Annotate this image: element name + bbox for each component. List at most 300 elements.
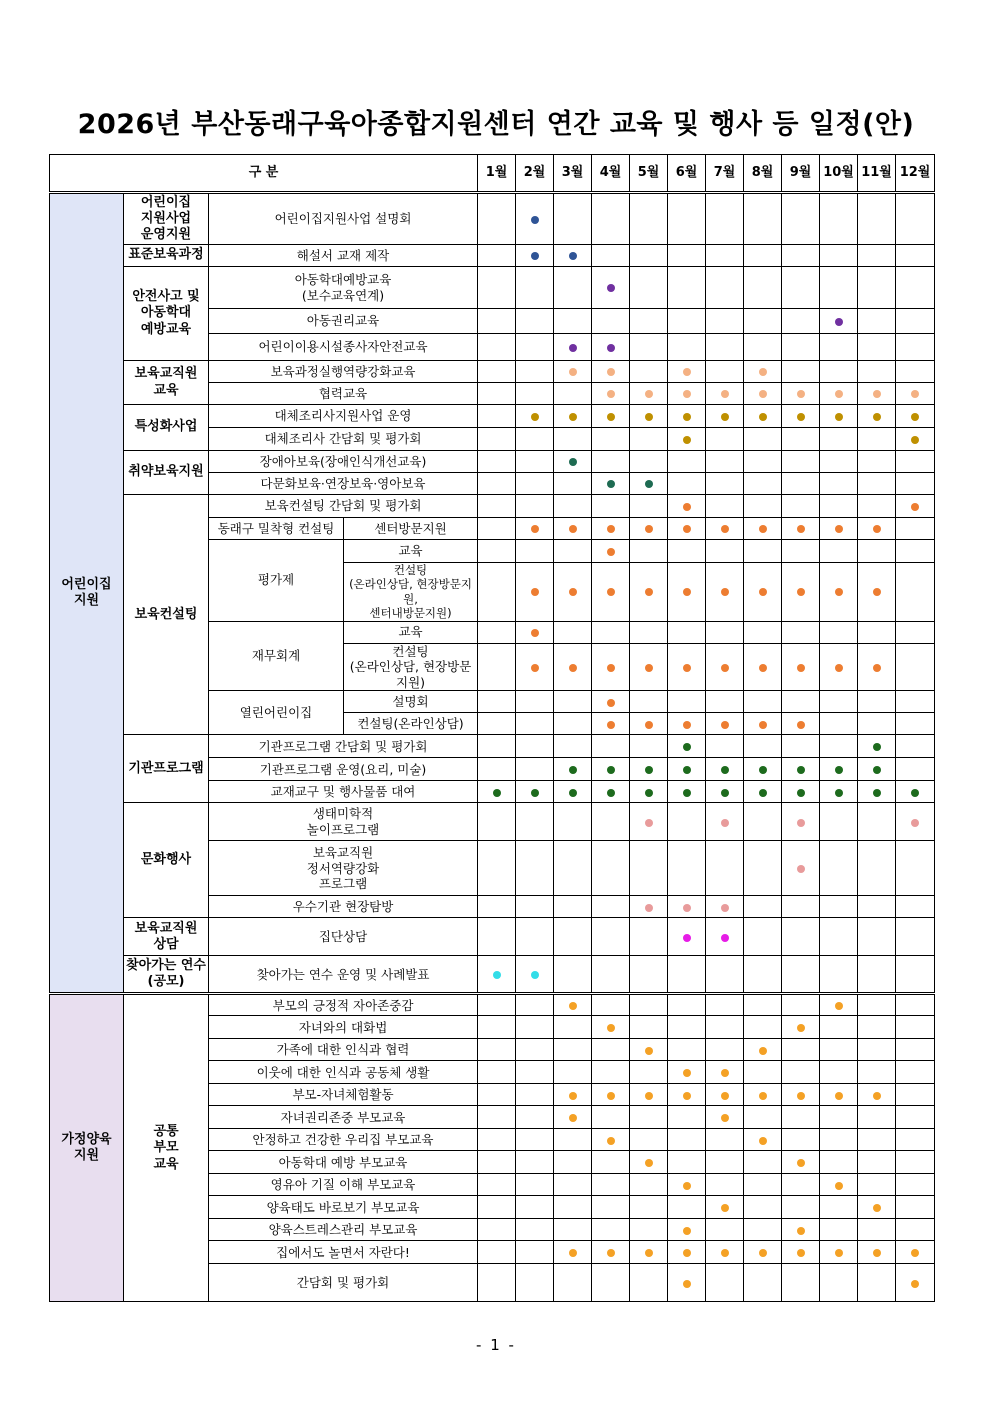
month-cell bbox=[744, 896, 782, 918]
month-cell bbox=[858, 495, 896, 518]
month-cell bbox=[744, 245, 782, 267]
month-cell bbox=[782, 1219, 820, 1241]
schedule-dot-icon bbox=[683, 1249, 691, 1257]
schedule-dot-icon bbox=[797, 390, 805, 398]
month-cell bbox=[744, 267, 782, 309]
month-cell bbox=[592, 540, 630, 563]
month-cell bbox=[858, 1174, 896, 1196]
program-item: 협력교육 bbox=[209, 383, 478, 405]
month-cell bbox=[782, 621, 820, 643]
schedule-row bbox=[50, 193, 935, 245]
month-cell bbox=[630, 193, 668, 245]
month-cell bbox=[516, 758, 554, 781]
schedule-dot-icon bbox=[683, 904, 691, 912]
program-item: 어린이이용시설종사자안전교육 bbox=[209, 334, 478, 361]
schedule-dot-icon bbox=[873, 390, 881, 398]
month-cell bbox=[744, 918, 782, 956]
month-cell bbox=[478, 1129, 516, 1151]
page-title: 2026년 부산동래구육아종합지원센터 연간 교육 및 행사 등 일정(안) bbox=[77, 109, 915, 140]
month-cell bbox=[478, 1061, 516, 1084]
program-item: 보육교직원 정서역량강화 프로그램 bbox=[209, 841, 478, 896]
month-cell bbox=[478, 193, 516, 245]
header-label: 구 분 bbox=[50, 155, 478, 193]
schedule-dot-icon bbox=[607, 1024, 615, 1032]
month-cell bbox=[896, 1174, 935, 1196]
month-cell bbox=[554, 309, 592, 334]
month-cell bbox=[516, 540, 554, 563]
month-cell bbox=[782, 918, 820, 956]
month-cell bbox=[668, 1151, 706, 1174]
month-cell bbox=[554, 405, 592, 428]
month-cell bbox=[896, 1219, 935, 1241]
month-cell bbox=[820, 334, 858, 361]
program-item: 집단상담 bbox=[209, 918, 478, 956]
month-cell bbox=[858, 334, 896, 361]
schedule-dot-icon bbox=[797, 664, 805, 672]
month-cell bbox=[554, 1241, 592, 1264]
program-item: 교육 bbox=[344, 621, 478, 643]
month-cell bbox=[858, 735, 896, 758]
month-cell bbox=[782, 563, 820, 622]
schedule-dot-icon bbox=[607, 664, 615, 672]
schedule-dot-icon bbox=[797, 789, 805, 797]
month-cell bbox=[554, 735, 592, 758]
month-cell bbox=[706, 1106, 744, 1129]
month-cell bbox=[782, 781, 820, 803]
month-cell bbox=[896, 1039, 935, 1061]
month-header: 4월 bbox=[592, 155, 630, 193]
month-cell bbox=[896, 245, 935, 267]
month-cell bbox=[554, 956, 592, 994]
month-cell bbox=[706, 383, 744, 405]
program-item: 이웃에 대한 인식과 공동체 생활 bbox=[209, 1061, 478, 1084]
program-item: 아동학대예방교육 (보수교육연계) bbox=[209, 267, 478, 309]
schedule-dot-icon bbox=[569, 458, 577, 466]
month-cell bbox=[668, 267, 706, 309]
month-cell bbox=[630, 245, 668, 267]
schedule-dot-icon bbox=[683, 1092, 691, 1100]
month-cell bbox=[630, 451, 668, 473]
schedule-row bbox=[50, 245, 935, 267]
month-cell bbox=[554, 1151, 592, 1174]
month-cell bbox=[706, 193, 744, 245]
schedule-dot-icon bbox=[569, 588, 577, 596]
month-cell bbox=[516, 334, 554, 361]
month-cell bbox=[858, 428, 896, 451]
schedule-dot-icon bbox=[645, 588, 653, 596]
month-cell bbox=[592, 896, 630, 918]
schedule-dot-icon bbox=[759, 789, 767, 797]
month-cell bbox=[592, 735, 630, 758]
month-cell bbox=[478, 518, 516, 540]
month-cell bbox=[554, 245, 592, 267]
month-cell bbox=[478, 994, 516, 1016]
month-cell bbox=[706, 1219, 744, 1241]
schedule-dot-icon bbox=[759, 1047, 767, 1055]
schedule-row bbox=[50, 803, 935, 841]
month-cell bbox=[896, 495, 935, 518]
schedule-dot-icon bbox=[721, 588, 729, 596]
month-cell bbox=[668, 994, 706, 1016]
month-cell bbox=[858, 643, 896, 691]
category-label: 공통 부모 교육 bbox=[124, 994, 209, 1302]
month-cell bbox=[592, 1219, 630, 1241]
month-cell bbox=[592, 691, 630, 713]
month-cell bbox=[478, 713, 516, 735]
schedule-dot-icon bbox=[569, 1249, 577, 1257]
month-cell bbox=[516, 309, 554, 334]
month-cell bbox=[554, 1129, 592, 1151]
month-cell bbox=[896, 1196, 935, 1219]
schedule-dot-icon bbox=[873, 1249, 881, 1257]
month-cell bbox=[782, 428, 820, 451]
month-cell bbox=[858, 956, 896, 994]
month-cell bbox=[820, 918, 858, 956]
month-cell bbox=[668, 758, 706, 781]
schedule-dot-icon bbox=[721, 819, 729, 827]
month-cell bbox=[896, 713, 935, 735]
month-cell bbox=[858, 803, 896, 841]
schedule-dot-icon bbox=[569, 1092, 577, 1100]
month-cell bbox=[858, 1129, 896, 1151]
month-cell bbox=[668, 713, 706, 735]
month-cell bbox=[706, 1016, 744, 1039]
month-cell bbox=[668, 896, 706, 918]
month-cell bbox=[554, 193, 592, 245]
month-cell bbox=[554, 713, 592, 735]
schedule-dot-icon bbox=[645, 1159, 653, 1167]
month-cell bbox=[858, 896, 896, 918]
month-cell bbox=[630, 267, 668, 309]
schedule-dot-icon bbox=[873, 1204, 881, 1212]
month-cell bbox=[668, 1084, 706, 1106]
month-cell bbox=[706, 994, 744, 1016]
month-cell bbox=[630, 495, 668, 518]
month-cell bbox=[706, 1241, 744, 1264]
month-cell bbox=[706, 1061, 744, 1084]
schedule-dot-icon bbox=[683, 664, 691, 672]
month-cell bbox=[478, 1151, 516, 1174]
month-cell bbox=[592, 1151, 630, 1174]
month-cell bbox=[516, 428, 554, 451]
schedule-dot-icon bbox=[645, 1249, 653, 1257]
month-cell bbox=[782, 383, 820, 405]
month-cell bbox=[630, 1106, 668, 1129]
schedule-dot-icon bbox=[721, 721, 729, 729]
month-cell bbox=[516, 621, 554, 643]
month-cell bbox=[630, 309, 668, 334]
schedule-dot-icon bbox=[835, 390, 843, 398]
month-cell bbox=[858, 405, 896, 428]
month-cell bbox=[858, 758, 896, 781]
month-cell bbox=[782, 1241, 820, 1264]
month-cell bbox=[896, 309, 935, 334]
month-cell bbox=[516, 713, 554, 735]
schedule-dot-icon bbox=[797, 721, 805, 729]
month-cell bbox=[516, 781, 554, 803]
month-cell bbox=[820, 267, 858, 309]
program-item: 부모-자녀체험활동 bbox=[209, 1084, 478, 1106]
month-cell bbox=[554, 1016, 592, 1039]
month-cell bbox=[744, 383, 782, 405]
month-cell bbox=[592, 713, 630, 735]
month-cell bbox=[592, 1084, 630, 1106]
schedule-dot-icon bbox=[797, 1159, 805, 1167]
month-cell bbox=[478, 758, 516, 781]
program-item: 기관프로그램 운영(요리, 미술) bbox=[209, 758, 478, 781]
schedule-dot-icon bbox=[645, 1092, 653, 1100]
month-cell bbox=[782, 405, 820, 428]
month-cell bbox=[478, 1219, 516, 1241]
category-label: 취약보육지원 bbox=[124, 451, 209, 495]
schedule-dot-icon bbox=[531, 588, 539, 596]
schedule-dot-icon bbox=[797, 819, 805, 827]
schedule-dot-icon bbox=[759, 588, 767, 596]
program-item: 아동권리교육 bbox=[209, 309, 478, 334]
schedule-dot-icon bbox=[721, 664, 729, 672]
month-cell bbox=[478, 245, 516, 267]
schedule-dot-icon bbox=[569, 789, 577, 797]
month-cell bbox=[516, 495, 554, 518]
category-label: 문화행사 bbox=[124, 803, 209, 918]
month-cell bbox=[668, 405, 706, 428]
month-cell bbox=[554, 383, 592, 405]
schedule-dot-icon bbox=[721, 904, 729, 912]
program-item: 우수기관 현장탐방 bbox=[209, 896, 478, 918]
schedule-dot-icon bbox=[683, 1069, 691, 1077]
month-cell bbox=[478, 1039, 516, 1061]
month-cell bbox=[782, 540, 820, 563]
program-item: 아동학대 예방 부모교육 bbox=[209, 1151, 478, 1174]
month-cell bbox=[668, 1129, 706, 1151]
month-cell bbox=[554, 1174, 592, 1196]
month-cell bbox=[554, 473, 592, 495]
month-cell bbox=[706, 803, 744, 841]
schedule-dot-icon bbox=[607, 721, 615, 729]
month-cell bbox=[744, 956, 782, 994]
schedule-dot-icon bbox=[645, 525, 653, 533]
schedule-dot-icon bbox=[759, 368, 767, 376]
month-cell bbox=[706, 643, 744, 691]
month-cell bbox=[592, 563, 630, 622]
month-cell bbox=[820, 803, 858, 841]
month-cell bbox=[668, 1264, 706, 1302]
month-cell bbox=[782, 267, 820, 309]
month-cell bbox=[744, 713, 782, 735]
month-cell bbox=[592, 1129, 630, 1151]
month-cell bbox=[706, 691, 744, 713]
month-cell bbox=[820, 193, 858, 245]
month-cell bbox=[516, 451, 554, 473]
month-cell bbox=[516, 1039, 554, 1061]
month-cell bbox=[630, 1264, 668, 1302]
month-cell bbox=[820, 643, 858, 691]
month-cell bbox=[782, 193, 820, 245]
schedule-row bbox=[50, 451, 935, 473]
month-cell bbox=[858, 309, 896, 334]
month-cell bbox=[630, 1129, 668, 1151]
month-cell bbox=[782, 713, 820, 735]
schedule-dot-icon bbox=[759, 390, 767, 398]
month-cell bbox=[744, 428, 782, 451]
month-cell bbox=[858, 540, 896, 563]
month-cell bbox=[516, 841, 554, 896]
schedule-dot-icon bbox=[569, 1002, 577, 1010]
month-cell bbox=[516, 267, 554, 309]
schedule-dot-icon bbox=[835, 588, 843, 596]
month-cell bbox=[630, 334, 668, 361]
month-cell bbox=[744, 1084, 782, 1106]
month-cell bbox=[820, 361, 858, 383]
month-cell bbox=[554, 334, 592, 361]
month-cell bbox=[858, 563, 896, 622]
subcategory-label: 열린어린이집 bbox=[209, 691, 344, 735]
month-cell bbox=[744, 994, 782, 1016]
category-label: 어린이집 지원사업 운영지원 bbox=[124, 193, 209, 245]
month-header: 12월 bbox=[896, 155, 935, 193]
page-number: - 1 - bbox=[476, 1336, 516, 1354]
month-cell bbox=[478, 1084, 516, 1106]
program-item: 대체조리사지원사업 운영 bbox=[209, 405, 478, 428]
month-cell bbox=[478, 918, 516, 956]
program-item: 자녀권리존중 부모교육 bbox=[209, 1106, 478, 1129]
month-cell bbox=[554, 781, 592, 803]
schedule-dot-icon bbox=[493, 971, 501, 979]
month-cell bbox=[554, 803, 592, 841]
month-cell bbox=[668, 383, 706, 405]
month-cell bbox=[630, 563, 668, 622]
schedule-dot-icon bbox=[683, 721, 691, 729]
month-cell bbox=[782, 1129, 820, 1151]
month-cell bbox=[782, 643, 820, 691]
program-item: 대체조리사 간담회 및 평가회 bbox=[209, 428, 478, 451]
month-cell bbox=[592, 334, 630, 361]
schedule-dot-icon bbox=[531, 216, 539, 224]
month-cell bbox=[744, 1174, 782, 1196]
month-header: 3월 bbox=[554, 155, 592, 193]
month-cell bbox=[554, 495, 592, 518]
month-cell bbox=[744, 1219, 782, 1241]
month-cell bbox=[896, 473, 935, 495]
month-cell bbox=[858, 1264, 896, 1302]
month-cell bbox=[858, 518, 896, 540]
month-cell bbox=[478, 563, 516, 622]
schedule-dot-icon bbox=[607, 390, 615, 398]
program-item: 다문화보육·연장보육·영아보육 bbox=[209, 473, 478, 495]
month-cell bbox=[516, 1264, 554, 1302]
month-cell bbox=[668, 1061, 706, 1084]
schedule-dot-icon bbox=[873, 525, 881, 533]
month-cell bbox=[820, 758, 858, 781]
month-cell bbox=[668, 803, 706, 841]
month-cell bbox=[478, 334, 516, 361]
month-cell bbox=[820, 1129, 858, 1151]
schedule-dot-icon bbox=[645, 904, 653, 912]
month-cell bbox=[782, 451, 820, 473]
month-cell bbox=[478, 841, 516, 896]
month-cell bbox=[592, 781, 630, 803]
month-cell bbox=[896, 896, 935, 918]
month-cell bbox=[630, 361, 668, 383]
month-cell bbox=[820, 1174, 858, 1196]
month-cell bbox=[554, 994, 592, 1016]
program-item: 양육태도 바로보기 부모교육 bbox=[209, 1196, 478, 1219]
month-cell bbox=[478, 735, 516, 758]
month-cell bbox=[554, 518, 592, 540]
month-cell bbox=[820, 245, 858, 267]
schedule-row bbox=[50, 267, 935, 309]
schedule-dot-icon bbox=[721, 1204, 729, 1212]
month-cell bbox=[630, 621, 668, 643]
month-cell bbox=[630, 1219, 668, 1241]
month-cell bbox=[744, 735, 782, 758]
month-cell bbox=[744, 405, 782, 428]
month-cell bbox=[706, 1084, 744, 1106]
schedule-dot-icon bbox=[683, 390, 691, 398]
month-cell bbox=[820, 1039, 858, 1061]
category-label: 보육교직원 상담 bbox=[124, 918, 209, 956]
month-cell bbox=[668, 781, 706, 803]
month-cell bbox=[820, 1016, 858, 1039]
month-cell bbox=[858, 1084, 896, 1106]
schedule-dot-icon bbox=[531, 252, 539, 260]
month-cell bbox=[858, 691, 896, 713]
month-cell bbox=[592, 309, 630, 334]
month-cell bbox=[478, 1241, 516, 1264]
month-cell bbox=[478, 309, 516, 334]
month-cell bbox=[896, 841, 935, 896]
month-cell bbox=[896, 193, 935, 245]
subcategory-label: 동래구 밀착형 컨설팅 bbox=[209, 518, 344, 540]
month-cell bbox=[630, 405, 668, 428]
month-cell bbox=[820, 405, 858, 428]
month-cell bbox=[858, 1039, 896, 1061]
month-cell bbox=[858, 245, 896, 267]
month-cell bbox=[478, 428, 516, 451]
month-cell bbox=[592, 451, 630, 473]
schedule-dot-icon bbox=[835, 1182, 843, 1190]
month-cell bbox=[820, 473, 858, 495]
schedule-table bbox=[49, 154, 935, 1302]
month-cell bbox=[744, 1039, 782, 1061]
program-item: 어린이집지원사업 설명회 bbox=[209, 193, 478, 245]
month-header: 8월 bbox=[744, 155, 782, 193]
schedule-dot-icon bbox=[683, 436, 691, 444]
month-cell bbox=[668, 918, 706, 956]
month-cell bbox=[782, 495, 820, 518]
month-cell bbox=[896, 1241, 935, 1264]
month-cell bbox=[744, 1061, 782, 1084]
month-cell bbox=[478, 643, 516, 691]
schedule-dot-icon bbox=[645, 789, 653, 797]
month-cell bbox=[858, 1196, 896, 1219]
month-cell bbox=[782, 334, 820, 361]
month-cell bbox=[592, 758, 630, 781]
month-cell bbox=[782, 1106, 820, 1129]
month-cell bbox=[896, 621, 935, 643]
schedule-row bbox=[50, 994, 935, 1016]
month-cell bbox=[896, 758, 935, 781]
month-cell bbox=[516, 1106, 554, 1129]
month-cell bbox=[516, 405, 554, 428]
month-cell bbox=[820, 841, 858, 896]
schedule-dot-icon bbox=[683, 503, 691, 511]
schedule-dot-icon bbox=[683, 766, 691, 774]
month-cell bbox=[896, 781, 935, 803]
month-header: 6월 bbox=[668, 155, 706, 193]
month-cell bbox=[516, 643, 554, 691]
schedule-dot-icon bbox=[911, 390, 919, 398]
